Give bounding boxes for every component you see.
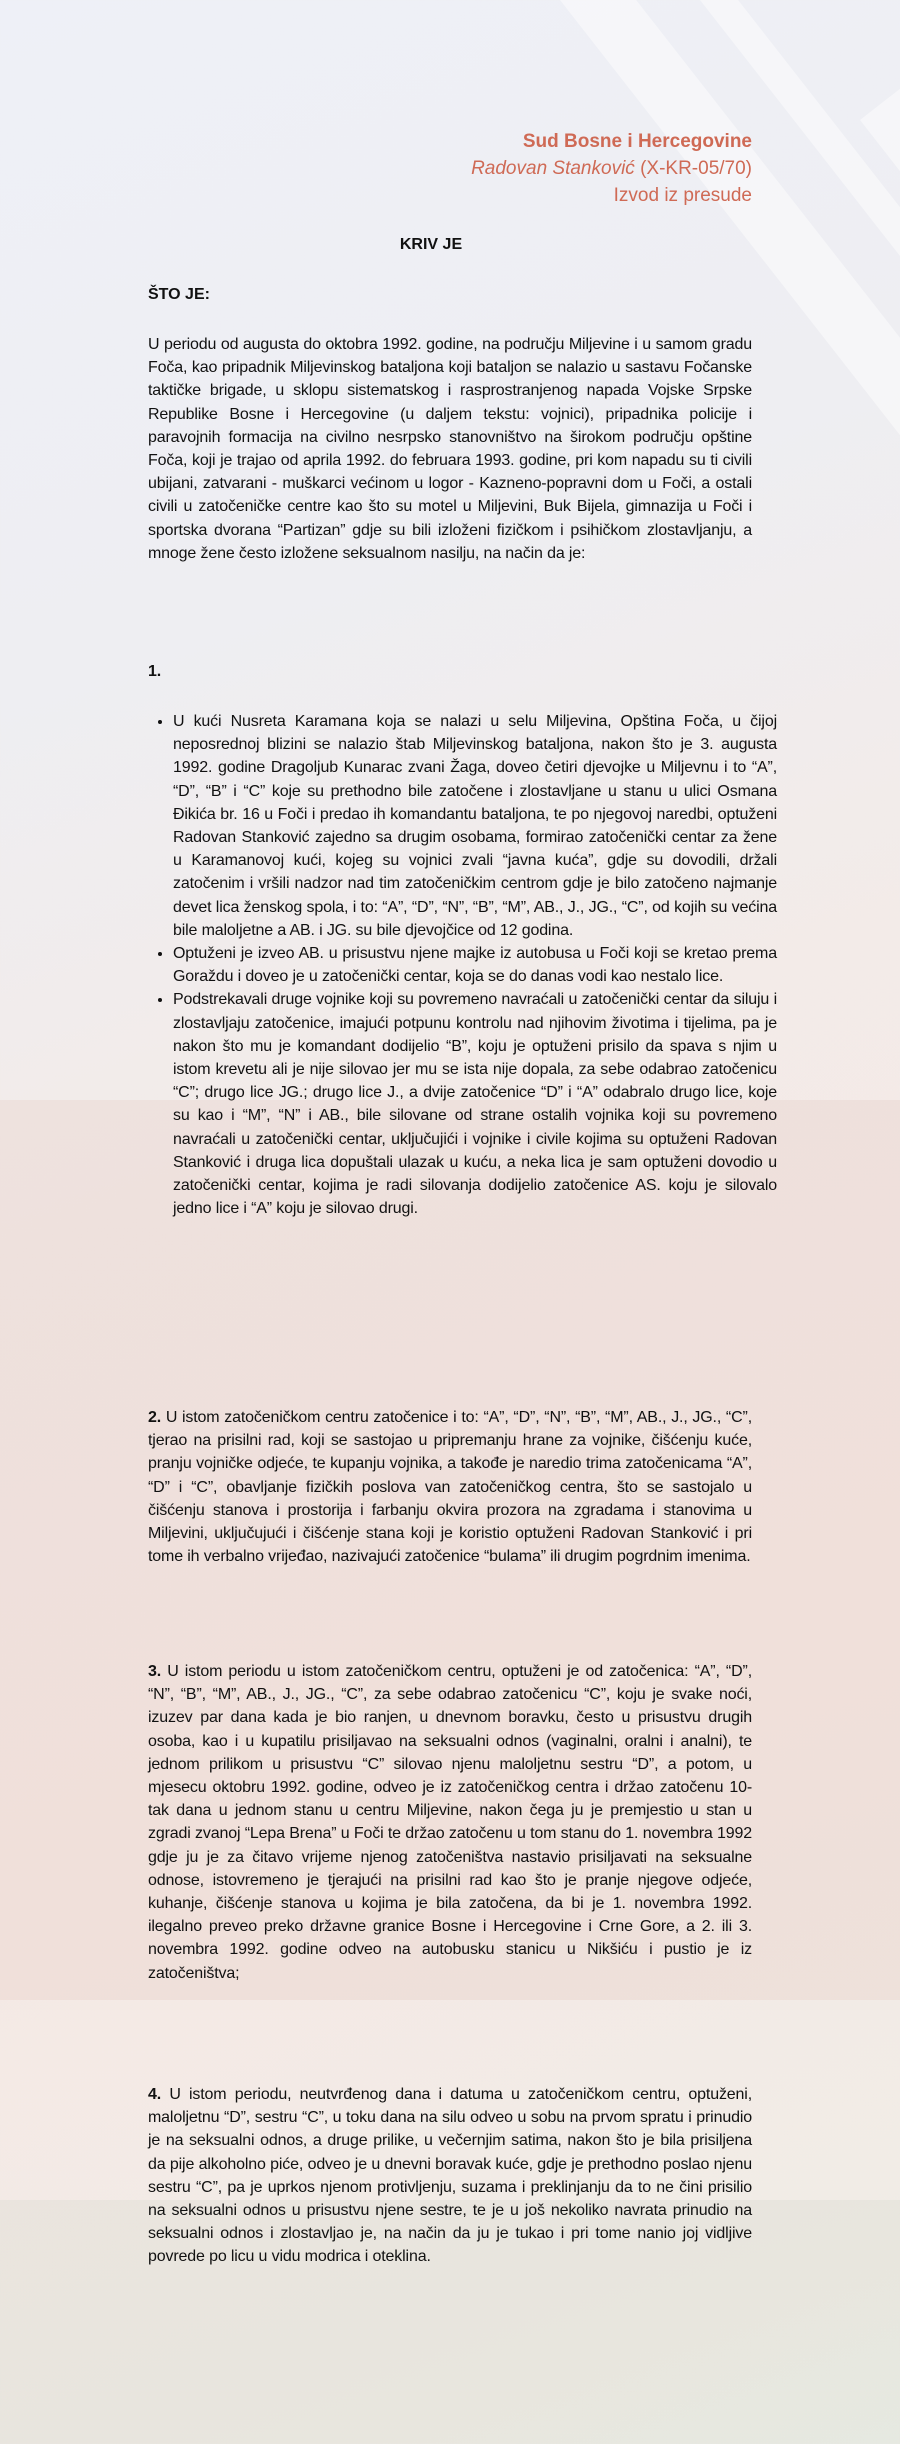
verdict-heading: KRIV JE [399, 236, 463, 253]
court-name: Sud Bosne i Hercegovine [522, 131, 752, 152]
count-1-number: 1. [148, 663, 162, 680]
document-header [471, 128, 752, 209]
case-title [471, 155, 752, 182]
count-4-paragraph: 4. U istom periodu, neutvrđenog dana i datuma u zatočeničkom centru, optuženi, maloljetnu “D”, sestru “C”, u toku dana na silu odveo u sobu na prvom spratu i prinudio je na seksualni odnos, a druge prilike, u večernjim satima, nakon što je bila prisiljena da pije alkoholno piće, odveo je u dnevni boravak kuće, gdje je prethodno poslao njenu sestru “C”, pa je uprkos njenom protivljenju, suzama i preklinjanju da to ne čini prisilio na seksualni odnos u prisustvu njene sestre, te je u još nekoliko navrata prinudio na seksualni odnos i zlostavljao je, na način da ju je tukao i pri tome nanio joj vidljive povrede po licu u vidu modrica i oteklina. [148, 2086, 752, 2266]
count-3-paragraph: 3. U istom periodu u istom zatočeničkom centru, optuženi je od zatočenica: “A”, “D”, “N”, “B”, “M”, AB., J., JG., “C”, za sebe odabrao zatočenicu “C”, koju je svake noći, izuzev par dana kada je bio ranjen, u dnevnom boravku, često u prisustvu drugih osoba, kao i u kupatilu prisiljavao na seksualni odnos (vaginalni, oralni i analni), te jednom prilikom u prisustvu “C” silovao njenu maloljetnu sestru “D”, a potom, u mjesecu oktobru 1992. godine, odveo je iz zatočeničkog centra i držao zatočenu 10-tak dana u jednom stanu u centru Miljevine, nakon čega ju je premjestio u stan u zgradi zvanoj “Lepa Brena” u Foči te držao zatočenu u tom stanu do 1. novembra 1992 gdje ju je za čitavo vrijeme njenog zatočeništva nastavio prisiljavati na seksualne odnose, istovremeno je tjerajući na prisilni rad kao što je pranje njegove odjeće, kuhanje, čišćenje stanova u kojima je bila zatočena, da bi je 1. novembra 1992. ilegalno preveo preko državne granice Bosne i Hercegovine i Crne Gore, a 2. ili 3. novembra 1992. godine odveo na autobusku stanicu u Nikšiću i pustio je iz zatočeništva; [148, 1663, 752, 1982]
count-1-list [148, 710, 777, 1220]
count-2-paragraph: 2. U istom zatočeničkom centru zatočenice i to: “A”, “D”, “N”, “B”, “M”, AB., J., JG., “C”, tjerao na prisilni rad, koji se sastojao u pripremanju hrane za vojnike, čišćenju kuće, pranju vojničke odjeće, te kupanju vojnika, a takođe je naredio trima zatočenicama “A”, “D” i “C”, obavljanje fizičkih poslova van zatočeničkog centra, što se sastojalo u čišćenju stanova i prostorija i farbanju okvira prozora na zgradama i stanovima u Miljevini, uključujući i čišćenje stana koji je koristio optuženi Radovan Stanković i pri tome ih verbalno vrijeđao, nazivajući zatočenice “bulama” ili drugim pogrdnim imenima. [148, 1409, 752, 1566]
defendant-name: Radovan Stanković [471, 158, 635, 179]
document-subtitle: Izvod iz presude [613, 185, 752, 206]
case-number: (X-KR-05/70) [640, 158, 752, 179]
section-label: ŠTO JE: [148, 286, 210, 303]
list-item: • Podstrekavali druge vojnike koji su povremeno navraćali u zatočenički centar da siluju i zlostavljaju zatočenice, imajući potpunu kontrolu nad njihovim životima i tijelima, pa je nakon što mu je komandant dodijelio “B”, koju je optuženi prisilo da spava s njim u istom krevetu ali je nije silovao jer mu se ista nije dopala, za sebe odabrao zatočenicu “C”; drugo lice JG.; drugo lice J., a dvije zatočenice “D” i “A” odabralo drugo lice, koje su kao i “M”, “N” i AB., bile silovane od strane ostalih vojnika koji su povremeno navraćali u zatočenički centar, uključujići i vojnike i civile kojima su optuženi Radovan Stanković i druga lica dopuštali ulazak u kuću, a neka lica je sam optuženi dovodio u zatočenički centar, kojima je radi silovanja dodijelio zatočenice AS. koju je silovalo jedno lice i “A” koju je silovao drugi. [173, 988, 777, 1220]
list-item: • Optuženi je izveo AB. u prisustvu njene majke iz autobusa u Foči koji se kretao prema Goraždu i doveo je u zatočenički centar, koja se do danas vodi kao nestalo lice. [173, 942, 777, 988]
list-item: • U kući Nusreta Karamana koja se nalazi u selu Miljevina, Opština Foča, u čijoj neposrednoj blizini se nalazio štab Miljevinskog bataljona, nakon što je 3. augusta 1992. godine Dragoljub Kunarac zvani Žaga, doveo četiri djevojke u Miljevnu i to “A”, “D”, “B” i “C” koje su prethodno bile zatočene i zlostavljane u stanu u ulici Osmana Đikića br. 16 u Foči i predao ih komandantu bataljona, te po njegovoj naredbi, optuženi Radovan Stanković zajedno sa drugim osobama, formirao zatočenički centar za žene u Karamanovoj kući, kojeg su vojnici zvali “javna kuća”, gdje su dovodili, držali zatočenim i vršili nadzor nad tim zatočeničkim centrom gdje je bilo zatočeno najmanje devet lica ženskog spola, i to: “A”, “D”, “N”, “B”, “M”, AB., J., JG., “C”, od kojih su većina bile maloljetne a AB. i JG. su bile djevojčice od 12 godina. [173, 710, 777, 942]
intro-paragraph: U periodu od augusta do oktobra 1992. godine, na području Miljevine i u samom gradu Foča, kao pripadnik Miljevinskog bataljona koji bataljon se nalazio u sastavu Fočanske taktičke brigade, u sklopu sistematskog i rasprostranjenog napada Vojske Srpske Republike Bosne i Hercegovine (u daljem tekstu: vojnici), pripadnika policije i paravojnih formacija na civilno nesrpsko stanovništvo na širokom području opštine Foča, koji je trajao od aprila 1992. do februara 1993. godine, pri kom napadu su ti civili ubijani, zatvarani - muškarci većinom u logor - Kazneno-popravni dom u Foči, a ostali civili u zatočeničke centre kao što su motel u Miljevini, Buk Bijela, gimnazija u Foči i sportska dvorana “Partizan” gdje su bili izloženi fizičkom i psihičkom zlostavljanju, a mnoge žene često izložene seksualnom nasilju, na način da je: [148, 336, 752, 562]
